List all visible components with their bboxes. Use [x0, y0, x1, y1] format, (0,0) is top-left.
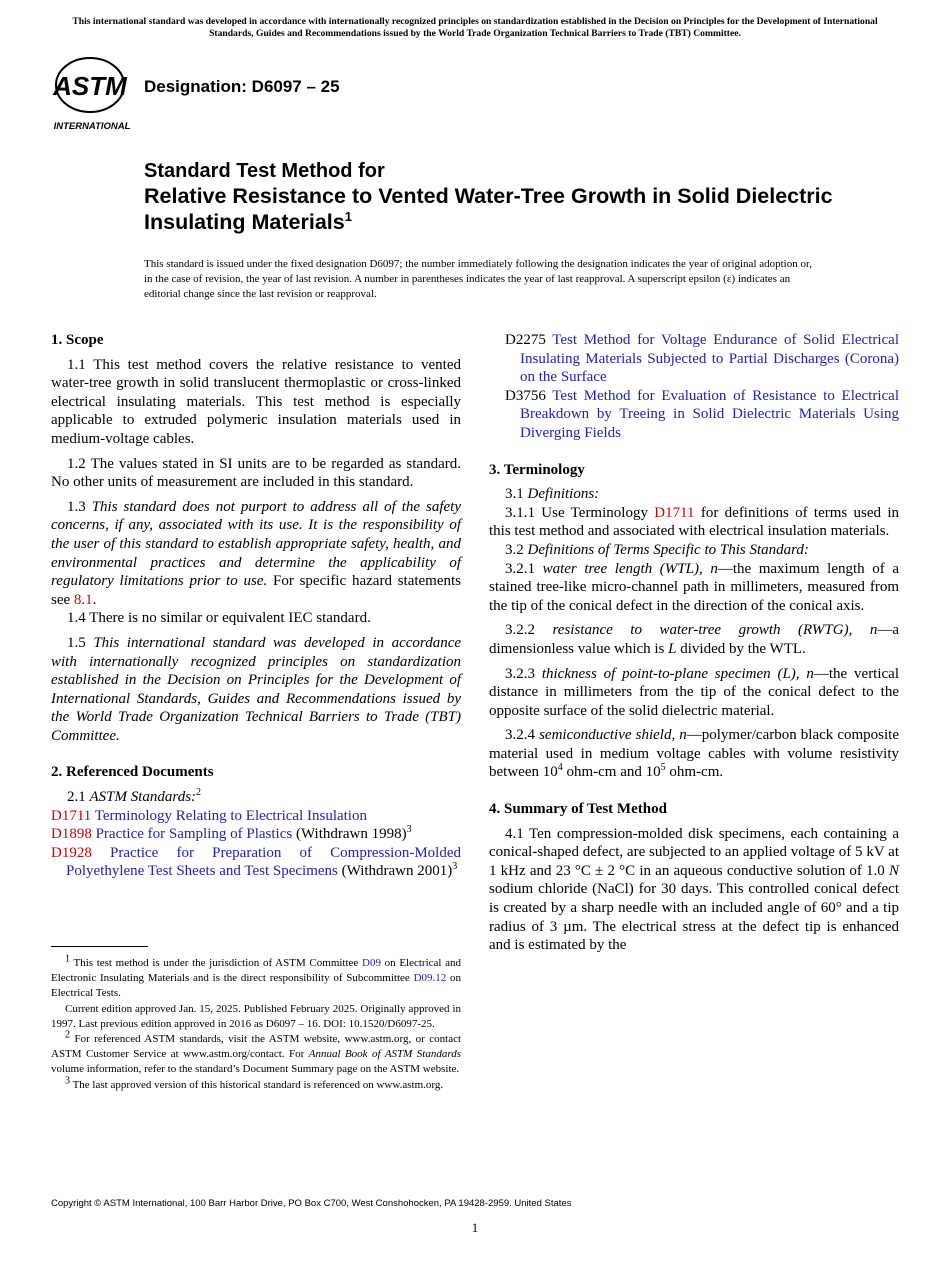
term-3-1 [489, 485, 899, 504]
footnote-2-italic: Annual Book of ASTM Standards [308, 1048, 462, 1061]
scope-1-4: 1.4 There is no similar or equivalent IEC standard. [67, 610, 371, 627]
ref-title-link[interactable]: Practice for Preparation of Compression-Molded Polyethylene Test Sheets and Test Specimens [66, 844, 461, 880]
term-3-2-3-def: —the vertical distance in millimeters from the tip of the conical defect to the opposite surface of the solid dielectric material. [489, 665, 900, 719]
term-3-2-1-num: 3.2.1 [505, 560, 535, 577]
ref-item [489, 387, 899, 443]
astm-logo [52, 55, 136, 131]
ref-item [51, 825, 461, 844]
designation: Designation: D6097 – 25 [144, 77, 340, 96]
term-3-2-4-num: 3.2.4 [505, 727, 535, 744]
refdocs-2-1 [51, 788, 461, 807]
title-line-2 [144, 183, 844, 235]
footnote-1-text-a: This test method is under the jurisdiction of ASTM Committee [73, 957, 359, 969]
title-footnote-mark: 1 [344, 208, 352, 224]
scope-1-3: 1.3 This standard does not purport to address all of the safety concerns, if any, associated with its use. It is the responsibility of the user of this standard to establish appropriate safety, health, and environmental practices and determine the applicability of regulatory limitations prior to use. For specific hazard statements see 8.1. [51, 498, 462, 608]
summary-4-1 [489, 825, 899, 955]
copyright-footer: Copyright © ASTM International, 100 Barr Harbor Drive, PO Box C700, West Conshohocken, PA 19428-2959. United States [51, 1198, 572, 1209]
scope-1-5-num: 1.5 [67, 634, 86, 651]
ref-title-link[interactable]: Test Method for Voltage Endurance of Solid Electrical Insulating Materials Subjected to Partial Discharges (Corona) on the Surface [520, 332, 899, 386]
term-3-2-3-term: thickness of point-to-plane specimen (L), n [541, 665, 814, 682]
term-3-2-1-def: —the maximum length of a stained tree-like micro-channel path in millimeters, measured from the tip of the conical defect in the direction of the conical axis. [489, 560, 899, 614]
left-column [51, 331, 461, 881]
refdocs-2-1-sup: 2 [196, 787, 202, 799]
term-3-2-4-def-a: —polymer/carbon black composite material used in medium voltage cables with volume resistivity between 10 [489, 727, 900, 781]
ref-code-link[interactable]: D1928 [51, 844, 92, 861]
ref-item [51, 844, 461, 881]
ref-suffix: (Withdrawn 1998) [292, 826, 407, 843]
footnote-edition: Current edition approved Jan. 15, 2025. Published February 2025. Originally approved in 1997. Last previous edition approved in 2016 as D6097 – 16. DOI: 10.1520/D6097-25. [51, 1002, 461, 1030]
page-number: 1 [471, 1220, 479, 1235]
term-3-2-3 [489, 665, 899, 721]
term-3-1-label: Definitions: [527, 486, 600, 503]
scope-1-5-italic: This international standard was developed in accordance with internationally recognized principles on standardization established in the Decision on Principles for the Development of International Standards, Guides and Recommendations issued by the World Trade Organization Technical Barriers to Trade (TBT) Committee. [51, 634, 462, 744]
term-3-2-1-term: water tree length (WTL), n [542, 560, 718, 577]
scope-1-3-tail: For specific hazard statements see [51, 573, 462, 608]
term-3-2-4-exp2: 5 [660, 762, 666, 774]
right-column [489, 331, 899, 955]
footnote-divider [51, 946, 148, 947]
ref-code-link[interactable]: D1711 [51, 807, 92, 824]
scope-1-2: 1.2 The values stated in SI units are to be regarded as standard. No other units of measurement are included in this standard. [51, 455, 461, 491]
ref-suffix: (Withdrawn 2001) [337, 863, 453, 880]
term-3-2-4 [489, 726, 899, 782]
term-3-2-2-def-a: —a dimensionless value which is [489, 622, 900, 657]
term-3-2-num: 3.2 [505, 541, 524, 558]
document-title [144, 159, 844, 235]
scope-1-5 [51, 634, 461, 746]
term-3-2-2-num: 3.2.2 [505, 622, 535, 639]
footnotes [51, 953, 462, 1093]
footnote-3-text: The last approved version of this historical standard is referenced on www.astm.org. [72, 1078, 444, 1091]
term-3-2-4-end: ohm-cm. [665, 764, 724, 781]
term-3-2-1 [489, 560, 899, 616]
logo-bottom-text: INTERNATIONAL [53, 121, 131, 131]
refdocs-heading: 2. Referenced Documents [51, 764, 214, 781]
term-3-1-1 [489, 504, 899, 541]
summary-heading: 4. Summary of Test Method [489, 801, 667, 818]
summary-4-1-a: 4.1 Ten compression-molded disk specimens, each containing a conical-shaped defect, are subjected to an applied voltage of 5 kV at 1 kHz and 23 °C ± 2 °C in an aqueous conductive solution of 1.0 [489, 825, 899, 879]
terminology-heading: 3. Terminology [489, 461, 585, 478]
footnote-2-text-a: For referenced ASTM standards, visit the ASTM website, www.astm.org, or contact ASTM Customer Service at www.astm.org/contact. For [51, 1033, 462, 1061]
ref-title-link[interactable]: Test Method for Evaluation of Resistance to Electrical Breakdown by Treeing in Solid Dielectric Materials Using Diverging Fields [520, 387, 899, 441]
summary-4-1-N: N [888, 862, 899, 879]
term-3-1-1-pre: 3.1.1 Use Terminology [505, 504, 648, 521]
logo-top-text: ASTM [53, 71, 127, 101]
ref-code-link[interactable]: D1898 [51, 826, 92, 843]
term-3-2 [489, 541, 899, 560]
issued-note: This standard is issued under the fixed designation D6097; the number immediately following the designation indicates the year of original adoption or, in the case of revision, the year of last revision. A number in parentheses indicates the year of last reapproval. A superscript epsilon (ε) indicates an editorial change since the last revision or reapproval. [144, 258, 812, 300]
term-3-2-2-def-b: divided by the WTL. [680, 640, 806, 657]
summary-4-1-b: sodium chloride (NaCl) for 30 days. This controlled conical defect is created by a sharp needle with an included angle of 60° and a tip radius of 3 µm. The electrical stress at the defect tip is enhanced and is estimated by the [489, 881, 899, 954]
term-3-2-2-term: resistance to water-tree growth (RWTG), n [552, 622, 878, 639]
footnote-2-text-b: volume information, refer to the standard’s Document Summary page on the ASTM website. [51, 1063, 460, 1076]
scope-1-3-num: 1.3 [67, 498, 86, 515]
term-3-2-4-term: semiconductive shield, n [539, 727, 687, 744]
footnote-2-mark: 2 [65, 1029, 70, 1041]
ref-item [489, 331, 899, 387]
footnote-3 [51, 1074, 461, 1093]
section-8-1-link[interactable]: 8.1 [73, 591, 93, 608]
ref-sup: 3 [452, 861, 458, 873]
footnote-1-text-b: on Electrical and Electronic Insulating Materials and is the direct responsibility of Subcommittee [51, 957, 462, 985]
term-3-2-label: Definitions of Terms Specific to This Standard: [527, 541, 809, 558]
term-3-2-4-mid: ohm-cm and 10 [562, 764, 661, 781]
footnote-1-mark: 1 [65, 953, 70, 965]
scope-1-1: 1.1 This test method covers the relative resistance to vented water-tree growth in solid translucent thermoplastic or cross-linked electrical insulating materials. This test method is especially applicable to extruded polymeric insulation materials used in medium-voltage cables. [51, 356, 461, 447]
footnote-1-text-c: on Electrical Tests. [51, 972, 462, 1000]
term-3-2-3-num: 3.2.3 [505, 665, 535, 682]
footnote-1 [51, 953, 462, 1002]
subcommittee-d09-12-link[interactable]: D09.12 [413, 972, 447, 985]
title-main: Relative Resistance to Vented Water-Tree Growth in Solid Dielectric Insulating Materials [144, 184, 833, 234]
d1711-link[interactable]: D1711 [654, 504, 695, 521]
title-line-1: Standard Test Method for [144, 160, 385, 182]
ref-title-link[interactable]: Terminology Relating to Electrical Insulation [94, 807, 367, 824]
ref-code: D3756 [505, 387, 546, 404]
term-3-2-2 [489, 621, 899, 658]
scope-heading: 1. Scope [51, 332, 104, 348]
ref-sup: 3 [406, 824, 412, 836]
term-3-2-4-exp1: 4 [557, 762, 563, 774]
footnote-2 [51, 1029, 462, 1078]
ref-code: D2275 [505, 332, 546, 348]
international-standard-notice: This international standard was developed in accordance with internationally recognized principles on standardization established in the Decision on Principles for the Development of International Standards, Guides and Recommendations issued by the World Trade Organization Technical Barriers to Trade (TBT) Committee. [72, 16, 878, 39]
ref-item [51, 807, 461, 826]
refdocs-2-1-num: 2.1 [67, 789, 86, 806]
refdocs-2-1-label: ASTM Standards: [89, 789, 197, 806]
ref-title-link[interactable]: Practice for Sampling of Plastics [95, 826, 293, 843]
term-3-1-1-post: for definitions of terms used in this test method and associated with electrical insulation materials. [489, 504, 900, 540]
term-3-2-2-L: L [668, 640, 677, 657]
committee-d09-link[interactable]: D09 [362, 957, 381, 969]
footnote-3-mark: 3 [65, 1074, 70, 1086]
scope-1-3-italic: This standard does not purport to address all of the safety concerns, if any, associated with its use. It is the responsibility of the user of this standard to establish appropriate safety, health, and environmental practices and determine the applicability of regulatory limitations prior to use. [51, 498, 462, 590]
term-3-1-num: 3.1 [505, 486, 524, 503]
